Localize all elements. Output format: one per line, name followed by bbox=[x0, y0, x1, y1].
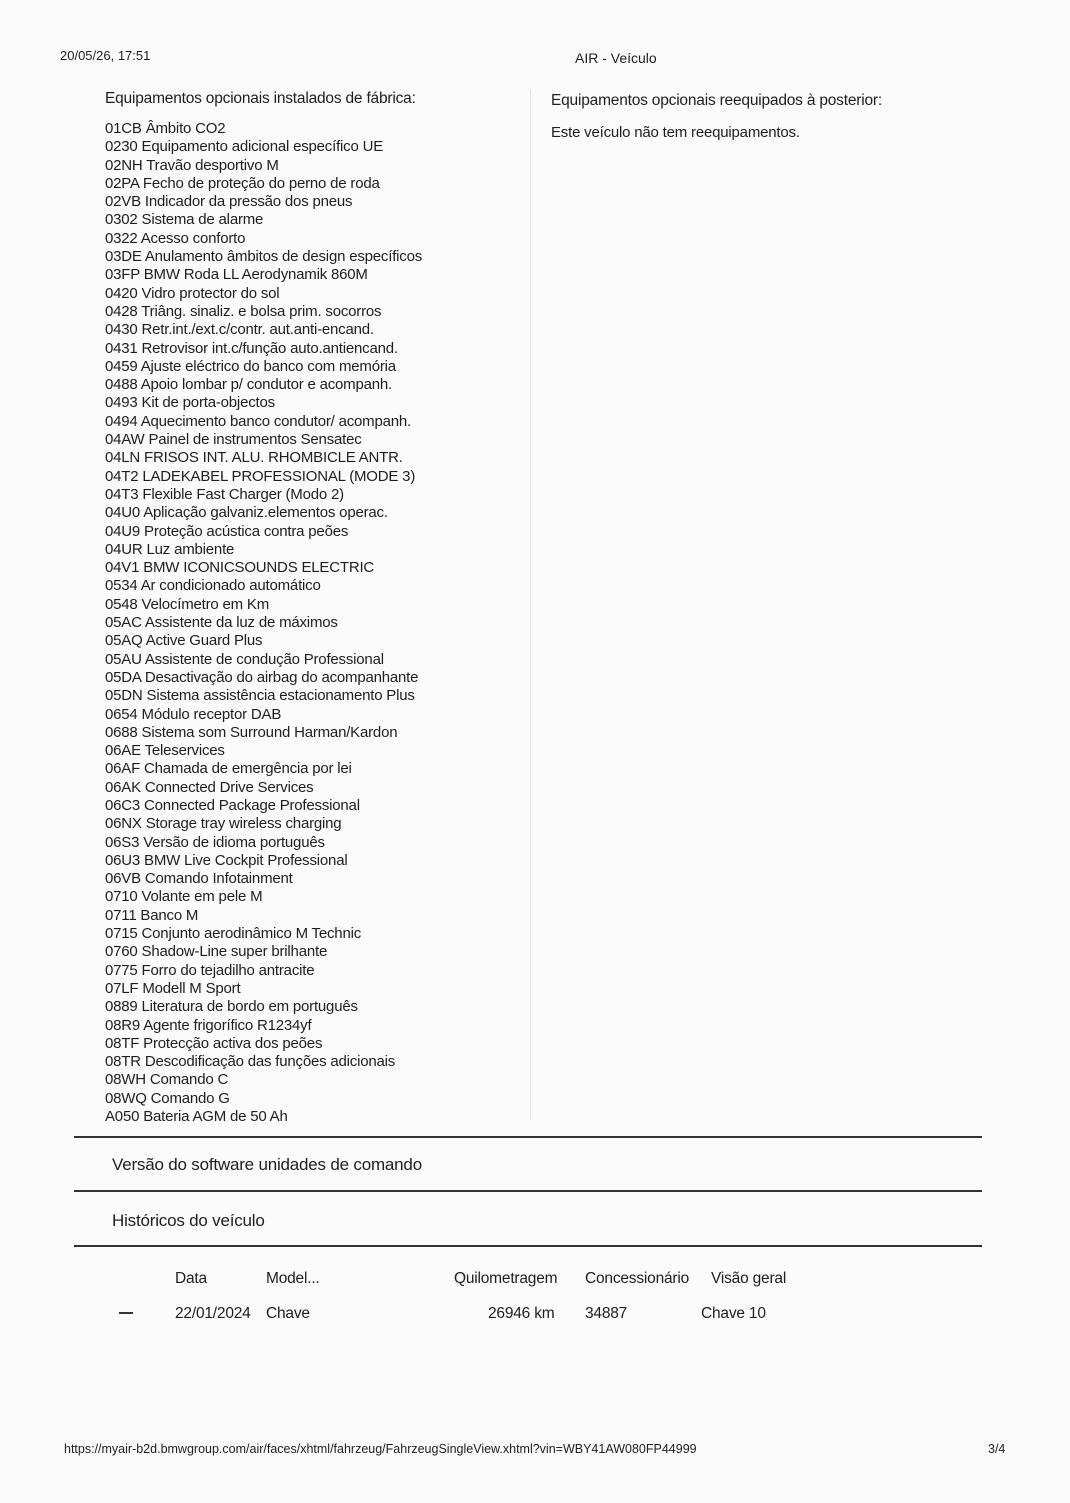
col-header-mileage[interactable]: Quilometragem bbox=[454, 1270, 558, 1287]
option-item: 0322 Acesso conforto bbox=[105, 229, 246, 247]
option-item: 04UR Luz ambiente bbox=[105, 540, 235, 558]
option-item: 0428 Triâng. sinaliz. e bolsa prim. socorros bbox=[105, 302, 382, 320]
option-item: 0302 Sistema de alarme bbox=[105, 211, 264, 229]
divider bbox=[74, 1136, 982, 1138]
cell-mileage: 26946 km bbox=[488, 1305, 555, 1322]
option-item: 06AE Teleservices bbox=[105, 742, 225, 760]
option-item: 08R9 Agente frigorífico R1234yf bbox=[105, 1016, 312, 1034]
option-item: 04LN FRISOS INT. ALU. RHOMBICLE ANTR. bbox=[105, 449, 403, 467]
option-item: 05AQ Active Guard Plus bbox=[105, 632, 263, 650]
option-item: 06C3 Connected Package Professional bbox=[105, 796, 360, 814]
option-item: 06AK Connected Drive Services bbox=[105, 778, 314, 796]
option-item: 0711 Banco M bbox=[105, 906, 199, 924]
col-header-dealer[interactable]: Concessionário bbox=[585, 1270, 690, 1287]
option-item: 05DA Desactivação do airbag do acompanhante bbox=[105, 668, 419, 686]
option-item: 0420 Vidro protector do sol bbox=[105, 284, 280, 302]
option-item: 05AU Assistente de condução Professional bbox=[105, 650, 384, 668]
option-item: 04U9 Proteção acústica contra peões bbox=[105, 522, 349, 540]
option-item: 0688 Sistema som Surround Harman/Kardon bbox=[105, 723, 398, 741]
option-item: 04AW Painel de instrumentos Sensatec bbox=[105, 431, 362, 449]
option-item: 0710 Volante em pele M bbox=[105, 888, 263, 906]
option-item: 06VB Comando Infotainment bbox=[105, 870, 293, 888]
option-item: 0493 Kit de porta-objectos bbox=[105, 394, 275, 412]
option-item: 0889 Literatura de bordo em português bbox=[105, 998, 358, 1016]
option-item: 0654 Módulo receptor DAB bbox=[105, 705, 282, 723]
column-divider bbox=[530, 90, 531, 1120]
col-header-overview[interactable]: Visão geral bbox=[711, 1270, 787, 1287]
factory-options-list bbox=[105, 120, 525, 1126]
option-item: 06U3 BMW Live Cockpit Professional bbox=[105, 851, 348, 869]
option-item: 08WH Comando C bbox=[105, 1071, 229, 1089]
option-item: 06S3 Versão de idioma português bbox=[105, 833, 325, 851]
page-number: 3/4 bbox=[988, 1442, 1006, 1456]
option-item: 0760 Shadow-Line super brilhante bbox=[105, 943, 328, 961]
software-versions-section-toggle[interactable]: Versão do software unidades de comando bbox=[112, 1155, 422, 1174]
option-item: 03FP BMW Roda LL Aerodynamik 860M bbox=[105, 266, 368, 284]
retrofit-options-heading: Equipamentos opcionais reequipados à posterior: bbox=[551, 92, 882, 109]
option-item: 0494 Aquecimento banco condutor/ acompanh. bbox=[105, 412, 411, 430]
option-item: 07LF Modell M Sport bbox=[105, 979, 241, 997]
footer-url: https://myair-b2d.bmwgroup.com/air/faces/xhtml/fahrzeug/FahrzeugSingleView.xhtml?vin=WBY41AW080FP44999 bbox=[64, 1442, 697, 1456]
option-item: 06NX Storage tray wireless charging bbox=[105, 815, 342, 833]
vehicle-history-section-toggle[interactable]: Históricos do veículo bbox=[112, 1211, 265, 1230]
option-item: 08WQ Comando G bbox=[105, 1089, 230, 1107]
option-item: 0715 Conjunto aerodinâmico M Technic bbox=[105, 925, 362, 943]
page-header-title: AIR - Veículo bbox=[575, 50, 657, 66]
option-item: 0430 Retr.int./ext.c/contr. aut.anti-encand. bbox=[105, 321, 374, 339]
option-item: A050 Bateria AGM de 50 Ah bbox=[105, 1108, 288, 1126]
cell-dealer: 34887 bbox=[585, 1305, 628, 1322]
collapse-row-icon[interactable] bbox=[119, 1312, 133, 1314]
retrofit-note: Este veículo não tem reequipamentos. bbox=[551, 124, 800, 141]
option-item: 08TF Protecção activa dos peões bbox=[105, 1034, 323, 1052]
option-item: 0431 Retrovisor int.c/função auto.antiencand. bbox=[105, 339, 398, 357]
factory-options-section bbox=[105, 90, 525, 1126]
col-header-model[interactable]: Model... bbox=[266, 1270, 320, 1287]
print-datetime: 20/05/26, 17:51 bbox=[60, 48, 151, 63]
divider bbox=[74, 1245, 982, 1247]
option-item: 04T2 LADEKABEL PROFESSIONAL (MODE 3) bbox=[105, 467, 416, 485]
option-item: 0230 Equipamento adicional específico UE bbox=[105, 138, 384, 156]
col-header-date[interactable]: Data bbox=[175, 1270, 207, 1287]
option-item: 04U0 Aplicação galvaniz.elementos operac. bbox=[105, 504, 388, 522]
option-item: 01CB Âmbito CO2 bbox=[105, 120, 226, 137]
retrofit-options-section bbox=[551, 92, 991, 141]
option-item: 0775 Forro do tejadilho antracite bbox=[105, 961, 315, 979]
option-item: 08TR Descodificação das funções adicionais bbox=[105, 1053, 396, 1071]
option-item: 02NH Travão desportivo M bbox=[105, 156, 279, 174]
option-item: 0534 Ar condicionado automático bbox=[105, 577, 321, 595]
option-item: 05AC Assistente da luz de máximos bbox=[105, 614, 338, 632]
option-item: 02PA Fecho de proteção do perno de roda bbox=[105, 174, 380, 192]
option-item: 0488 Apoio lombar p/ condutor e acompanh. bbox=[105, 376, 393, 394]
option-item: 05DN Sistema assistência estacionamento Plus bbox=[105, 687, 415, 705]
option-item: 06AF Chamada de emergência por lei bbox=[105, 760, 352, 778]
cell-overview: Chave 10 bbox=[701, 1305, 766, 1322]
option-item: 04T3 Flexible Fast Charger (Modo 2) bbox=[105, 485, 344, 503]
cell-model: Chave bbox=[266, 1305, 310, 1322]
option-item: 0459 Ajuste eléctrico do banco com memória bbox=[105, 357, 396, 375]
cell-date: 22/01/2024 bbox=[175, 1305, 251, 1322]
divider bbox=[74, 1190, 982, 1192]
option-item: 03DE Anulamento âmbitos de design específicos bbox=[105, 248, 423, 266]
factory-options-heading: Equipamentos opcionais instalados de fábrica: bbox=[105, 90, 416, 107]
option-item: 0548 Velocímetro em Km bbox=[105, 595, 270, 613]
option-item: 02VB Indicador da pressão dos pneus bbox=[105, 193, 353, 211]
option-item: 04V1 BMW ICONICSOUNDS ELECTRIC bbox=[105, 559, 375, 577]
